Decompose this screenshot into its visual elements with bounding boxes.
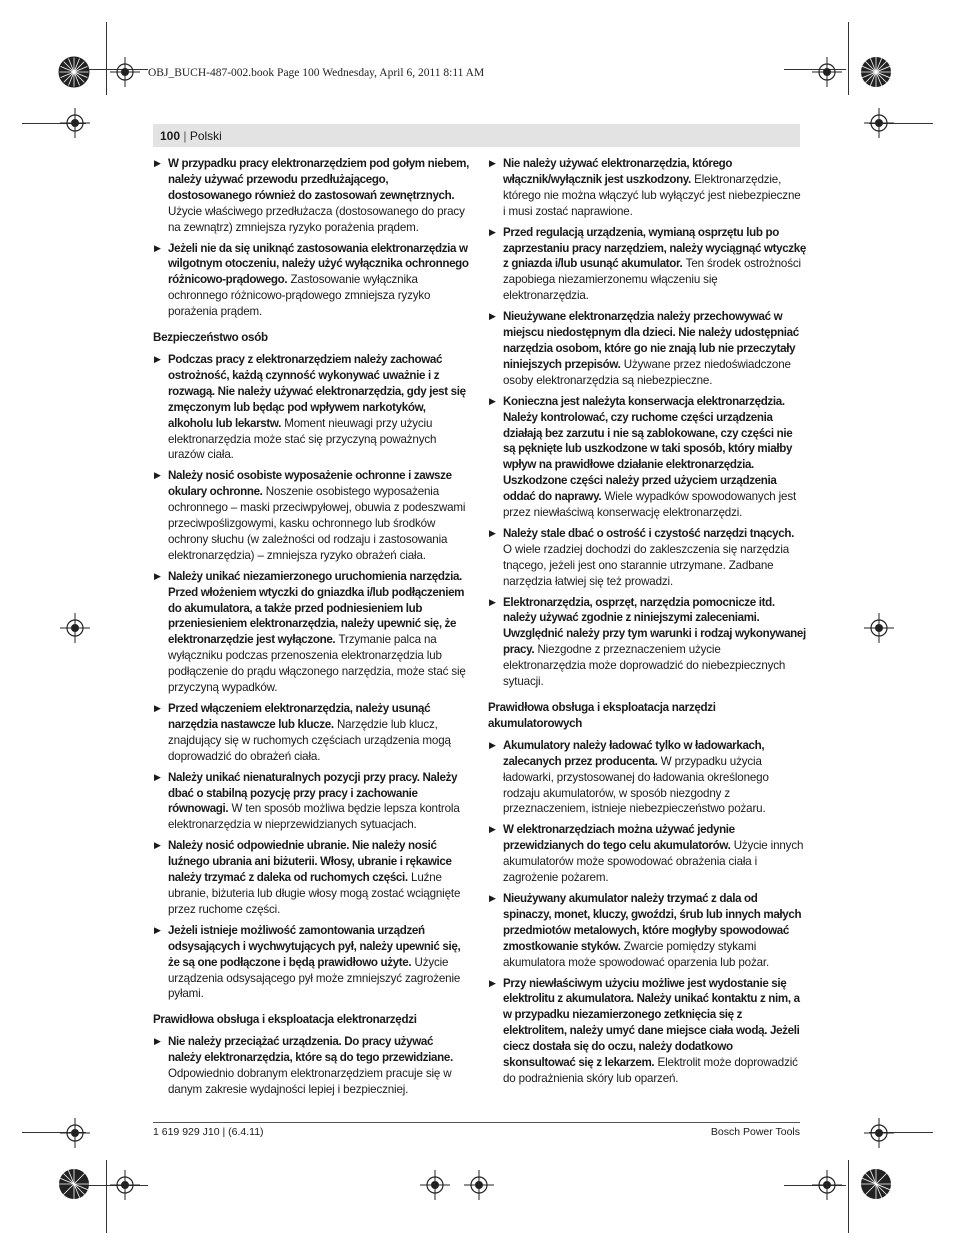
- trim-line: [106, 22, 107, 95]
- registration-mark-icon: [110, 1170, 140, 1200]
- arrow-right-icon: ▶: [154, 840, 161, 851]
- safety-instruction: [488, 976, 806, 1087]
- arrow-right-icon: ▶: [489, 596, 496, 607]
- arrow-right-icon: ▶: [154, 771, 161, 782]
- instruction-bold-text: Nieużywany akumulator należy trzymać z dala od spinaczy, monet, kluczy, gwoździ, śrub lub innych małych przedmiotów metalowych, które mogłyby spowodować zmostkowanie styków.: [503, 891, 802, 953]
- arrow-right-icon: ▶: [489, 527, 496, 538]
- registration-mark-icon: [420, 1170, 450, 1200]
- color-wheel-icon: [860, 1168, 892, 1200]
- color-wheel-icon: [860, 56, 892, 88]
- registration-mark-icon: [864, 613, 894, 643]
- instruction-explanation-text: Użycie właściwego przedłużacza (dostosowanego do pracy na zewnątrz) zmniejsza ryzyko porażenia prądem.: [168, 204, 465, 234]
- arrow-right-icon: ▶: [154, 924, 161, 935]
- safety-instruction: [153, 770, 469, 834]
- instruction-explanation-text: Elektrolit może doprowadzić do podrażnienia skóry lub oparzeń.: [503, 1056, 798, 1085]
- safety-instruction: [488, 595, 806, 690]
- instruction-bold-text: Przed włączeniem elektronarzędzia, należy usunąć narzędzia nastawcze lub klucze.: [168, 702, 431, 731]
- registration-mark-icon: [864, 108, 894, 138]
- safety-instruction: [153, 923, 469, 1003]
- instruction-explanation-text: Narzędzie lub klucz, znajdujący się w ruchomych częściach urządzenia mogą doprowadzić do obrażeń ciała.: [168, 717, 451, 763]
- page-header-text: [160, 129, 222, 143]
- safety-instruction: [488, 156, 806, 220]
- instruction-bold-text: Konieczna jest należyta konserwacja elektronarzędzia. Należy kontrolować, czy ruchome części urządzenia działają bez zarzutu i nie są zablokowane, czy części nie są pęknięte lub uszkodzone w taki sposób, który miałby wpływ na prawidłowe działanie elektronarzędzia. Uszkodzone części należy przed użyciem urządzenia oddać do naprawy.: [503, 394, 793, 504]
- arrow-right-icon: ▶: [154, 158, 161, 168]
- safety-instruction: [153, 468, 469, 563]
- trim-line: [848, 1160, 849, 1233]
- instruction-bold-text: Jeżeli istnieje możliwość zamontowania urządzeń odsysających i wychwytujących pył, należy upewnić się, że są one podłączone i będą prawidłowo użyte.: [168, 923, 461, 969]
- section-heading: Bezpieczeństwo osób: [153, 331, 268, 345]
- registration-mark-icon: [812, 57, 842, 87]
- safety-instruction: [153, 569, 469, 696]
- right-column: [488, 156, 806, 1092]
- arrow-right-icon: ▶: [489, 395, 496, 406]
- arrow-right-icon: ▶: [489, 977, 496, 988]
- instruction-explanation-text: O wiele rzadziej dochodzi do zakleszczenia się narzędzia tnącego, jeżeli jest ono starannie utrzymane. Zadbane narzędzia łatwiej się też prowadzi.: [503, 542, 790, 588]
- instruction-bold-text: Przed regulacją urządzenia, wymianą osprzętu lub po zaprzestaniu pracy narzędziem, należy wyciągnąć wtyczkę z gniazda i/lub usunąć akumulator.: [503, 225, 806, 271]
- safety-instruction: [488, 394, 806, 521]
- arrow-right-icon: ▶: [154, 1036, 161, 1047]
- instruction-bold-text: Akumulatory należy ładować tylko w ładowarkach, zalecanych przez producenta.: [503, 738, 765, 768]
- header-separator: |: [180, 129, 190, 143]
- registration-mark-icon: [60, 613, 90, 643]
- safety-instruction: [488, 309, 806, 389]
- instruction-bold-text: Nie należy używać elektronarzędzia, którego włącznik/wyłącznik jest uszkodzony.: [503, 157, 733, 186]
- arrow-right-icon: ▶: [154, 703, 161, 713]
- arrow-right-icon: ▶: [154, 353, 161, 364]
- safety-instruction: [488, 526, 806, 590]
- instruction-bold-text: Nieużywane elektronarzędzia należy przechowywać w miejscu niedostępnym dla dzieci. Nie należy udostępniać narzędzia osobom, które go nie znają lub nie przeczytały niniejszych przepisów.: [503, 310, 799, 371]
- left-column: [153, 156, 469, 1103]
- language-label: Polski: [189, 129, 222, 143]
- instruction-bold-text: Należy stale dbać o ostrość i czystość narzędzi tnących.: [503, 526, 794, 540]
- safety-instruction: [488, 891, 806, 971]
- instruction-explanation-text: Używane przez niedoświadczone osoby elektronarzędzia są niebezpieczne.: [503, 357, 791, 387]
- instruction-bold-text: W przypadku pracy elektronarzędziem pod gołym niebem, należy używać przewodu przedłużającego, dostosowanego również do zastosowań zewnętrznych.: [168, 157, 469, 202]
- registration-mark-icon: [812, 1170, 842, 1200]
- instruction-bold-text: Podczas pracy z elektronarzędziem należy zachować ostrożność, każdą czynność wykonywać uważnie i z rozwagą. Nie należy używać elektronarzędzia, gdy jest się zmęczonym lub będąc pod wpływem narkotyków, alkoholu lub lekarstw.: [168, 352, 466, 430]
- trim-line: [106, 1160, 107, 1233]
- slug-line: OBJ_BUCH-487-002.book Page 100 Wednesday, April 6, 2011 8:11 AM: [148, 67, 485, 79]
- instruction-explanation-text: Elektronarzędzie, którego nie można włączyć lub wyłączyć jest niebezpieczne i musi zostać naprawione.: [503, 172, 801, 218]
- footer-doc-code: 1 619 929 J10 | (6.4.11): [153, 1126, 264, 1138]
- registration-mark-icon: [464, 1170, 494, 1200]
- instruction-bold-text: W elektronarzędziach można używać jedynie przewidzianych do tego celu akumulatorów.: [503, 823, 735, 853]
- page-number: 100: [160, 129, 181, 143]
- instruction-explanation-text: Niezgodne z przeznaczeniem użycie elektronarzędzia może doprowadzić do niebezpiecznych sytuacji.: [503, 643, 786, 689]
- instruction-bold-text: Nie należy przeciążać urządzenia. Do pracy używać należy elektronarzędzia, które są do tego przewidziane.: [168, 1035, 453, 1065]
- color-wheel-icon: [58, 1168, 90, 1200]
- safety-instruction: [153, 838, 469, 918]
- safety-instruction: [153, 352, 469, 463]
- arrow-right-icon: ▶: [489, 226, 496, 237]
- safety-instruction: [153, 241, 469, 321]
- footer-rule: [153, 1122, 800, 1123]
- arrow-right-icon: ▶: [489, 824, 496, 835]
- instruction-explanation-text: Odpowiednio dobranym elektronarzędziem pracuje się w danym zakresie wydajności lepiej i bezpieczniej.: [168, 1067, 452, 1096]
- color-wheel-icon: [58, 56, 90, 88]
- instruction-explanation-text: Noszenie osobistego wyposażenia ochronnego – maski przeciwpyłowej, obuwia z podeszwami przeciwpoślizgowymi, kasku ochronnego lub środków ochrony słuchu (w zależności od rodzaju i zastosowania elektronarzędzia) – zmniejsza ryzyko obrażeń ciała.: [168, 485, 466, 562]
- registration-mark-icon: [110, 57, 140, 87]
- footer-brand: Bosch Power Tools: [710, 1126, 800, 1138]
- page-header: [153, 124, 800, 147]
- instruction-explanation-text: W ten sposób możliwa będzie lepsza kontrola elektronarzędzia w nieprzewidzianych sytuacjach.: [168, 802, 460, 832]
- arrow-right-icon: ▶: [489, 311, 496, 322]
- instruction-explanation-text: Użycie innych akumulatorów może spowodować obrażenia ciała i zagrożenie pożarem.: [503, 839, 804, 885]
- arrow-right-icon: ▶: [489, 892, 496, 903]
- arrow-right-icon: ▶: [489, 158, 496, 168]
- arrow-right-icon: ▶: [154, 570, 161, 581]
- instruction-bold-text: Należy unikać niezamierzonego uruchomienia narzędzia. Przed włożeniem wtyczki do gniazdka i/lub podłączeniem do akumulatora, a także przed podniesieniem lub przeniesieniem elektronarzędzia, należy upewnić się, że elektronarzędzie jest wyłączone.: [168, 569, 465, 647]
- instruction-explanation-text: Trzymanie palca na wyłączniku podczas przenoszenia elektronarzędzia lub podłączenie do prądu włączonego narzędzia, może stać się przyczyną wypadków.: [168, 633, 466, 695]
- instruction-explanation-text: Moment nieuwagi przy użyciu elektronarzędzia może stać się przyczyną poważnych urazów ciała.: [168, 416, 437, 462]
- arrow-right-icon: ▶: [489, 739, 496, 750]
- instruction-bold-text: Należy nosić odpowiednie ubranie. Nie należy nosić luźnego ubrania ani biżuterii. Włosy, ubranie i rękawice należy trzymać z daleka od ruchomych części.: [168, 839, 452, 885]
- section-heading: Prawidłowa obsługa i eksploatacja narzędzi akumulatorowych: [488, 701, 716, 730]
- instruction-bold-text: Należy nosić osobiste wyposażenie ochronne i zawsze okulary ochronne.: [168, 469, 452, 499]
- instruction-explanation-text: Wiele wypadków spowodowanych jest przez niewłaściwą konserwację elektronarzędzi.: [503, 490, 797, 520]
- registration-mark-icon: [60, 1118, 90, 1148]
- arrow-right-icon: ▶: [154, 242, 161, 253]
- instruction-explanation-text: Zastosowanie wyłącznika ochronnego różnicowo-prądowego zmniejsza ryzyko porażenia prądem.: [168, 273, 431, 319]
- instruction-bold-text: Należy unikać nienaturalnych pozycji przy pracy. Należy dbać o stabilną pozycję przy pracy i zachowanie równowagi.: [168, 770, 458, 816]
- safety-instruction: [488, 822, 806, 886]
- instruction-explanation-text: Zwarcie pomiędzy stykami akumulatora może spowodować oparzenia lub pożar.: [503, 939, 770, 969]
- instruction-explanation-text: Użycie urządzenia odsysającego pył może zmniejszyć zagrożenie pyłami.: [168, 955, 461, 1001]
- safety-instruction: [488, 738, 806, 818]
- section-heading: Prawidłowa obsługa i eksploatacja elektronarzędzi: [153, 1013, 417, 1027]
- safety-instruction: [153, 156, 469, 236]
- instruction-bold-text: Przy niewłaściwym użyciu możliwe jest wydostanie się elektrolitu z akumulatora. Należy unikać kontaktu z nim, a w przypadku niezamierzonego zetknięcia się z elektrolitem, należy umyć dane miejsce ciała wodą. Jeżeli ciecz dostała się do oczu, należy dodatkowo skonsultować się z lekarzem.: [503, 976, 800, 1070]
- safety-instruction: [153, 1034, 469, 1098]
- registration-mark-icon: [60, 108, 90, 138]
- instruction-bold-text: Elektronarzędzia, osprzęt, narzędzia pomocnicze itd. należy używać zgodnie z niniejszymi zaleceniami. Uwzględnić należy przy tym warunki i rodzaj wykonywanej pracy.: [503, 595, 806, 657]
- arrow-right-icon: ▶: [154, 470, 161, 481]
- trim-line: [848, 22, 849, 95]
- instruction-bold-text: Jeżeli nie da się uniknąć zastosowania elektronarzędzia w wilgotnym otoczeniu, należy użyć wyłącznika ochronnego różnicowo-prądowego.: [168, 241, 469, 287]
- instruction-explanation-text: Ten środek ostrożności zapobiega niezamierzonemu włączeniu się elektronarzędzia.: [503, 257, 801, 303]
- safety-instruction: [153, 701, 469, 765]
- instruction-explanation-text: W przypadku użycia ładowarki, przystosowanej do ładowania określonego rodzaju akumulatorów, w sposób niezgodny z przeznaczeniem, istnieje niebezpieczeństwo pożaru.: [503, 754, 769, 816]
- safety-instruction: [488, 225, 806, 305]
- registration-mark-icon: [864, 1118, 894, 1148]
- instruction-explanation-text: Luźne ubranie, biżuteria lub długie włosy mogą zostać wciągnięte przez ruchome części.: [168, 871, 461, 916]
